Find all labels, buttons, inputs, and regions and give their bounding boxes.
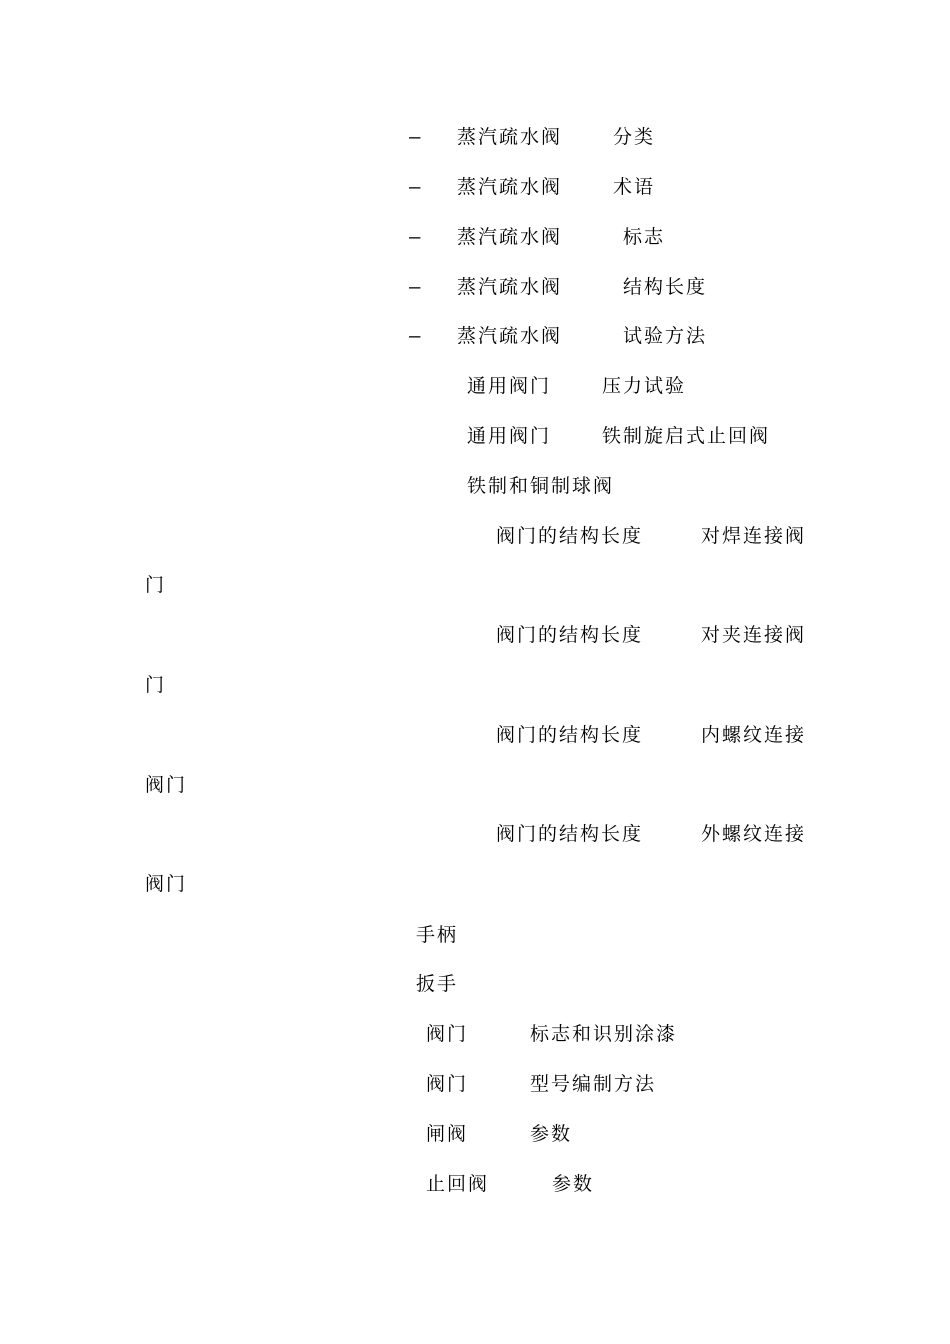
- standard-topic: 结构长度: [623, 276, 708, 298]
- standard-name: 阀门的结构长度: [496, 724, 644, 746]
- wrapped-text: 门: [145, 574, 167, 596]
- standard-topic: 参数: [552, 1173, 595, 1195]
- standard-topic: 标志和识别涂漆: [530, 1023, 678, 1045]
- standard-name: 止回阀: [426, 1173, 490, 1195]
- list-dash: –: [409, 176, 421, 198]
- wrapped-text: 门: [145, 674, 167, 696]
- standard-topic: 铁制旋启式止回阀: [602, 425, 771, 447]
- list-dash: –: [409, 226, 421, 248]
- list-dash: –: [409, 325, 421, 347]
- wrapped-text: 阀门: [145, 873, 188, 895]
- standard-topic: 对焊连接阀: [701, 525, 807, 547]
- standard-topic: 分类: [613, 126, 656, 148]
- standard-name: 蒸汽疏水阀: [457, 226, 563, 248]
- standard-topic: 术语: [613, 176, 656, 198]
- accessory-item: 手柄: [416, 924, 459, 946]
- standard-topic: 标志: [623, 226, 666, 248]
- standard-topic: 压力试验: [602, 375, 687, 397]
- standard-name: 蒸汽疏水阀: [457, 176, 563, 198]
- standard-name: 通用阀门: [467, 425, 552, 447]
- wrapped-text: 阀门: [145, 774, 188, 796]
- standard-topic: 外螺纹连接: [701, 823, 807, 845]
- standard-name: 蒸汽疏水阀: [457, 126, 563, 148]
- standard-topic: 型号编制方法: [530, 1073, 657, 1095]
- list-dash: –: [409, 276, 421, 298]
- standard-name: 阀门的结构长度: [496, 525, 644, 547]
- standard-name: 通用阀门: [467, 375, 552, 397]
- standard-name: 蒸汽疏水阀: [457, 276, 563, 298]
- standard-name: 蒸汽疏水阀: [457, 325, 563, 347]
- standard-name: 阀门的结构长度: [496, 624, 644, 646]
- standard-topic: 内螺纹连接: [701, 724, 807, 746]
- standard-name: 阀门: [426, 1023, 469, 1045]
- standard-topic: 试验方法: [623, 325, 708, 347]
- standard-topic: 对夹连接阀: [701, 624, 807, 646]
- accessory-item: 扳手: [416, 973, 459, 995]
- standard-name: 阀门: [426, 1073, 469, 1095]
- standard-name: 铁制和铜制球阀: [467, 475, 615, 497]
- standard-topic: 参数: [530, 1123, 573, 1145]
- standard-name: 阀门的结构长度: [496, 823, 644, 845]
- standard-name: 闸阀: [426, 1123, 469, 1145]
- list-dash: –: [409, 126, 421, 148]
